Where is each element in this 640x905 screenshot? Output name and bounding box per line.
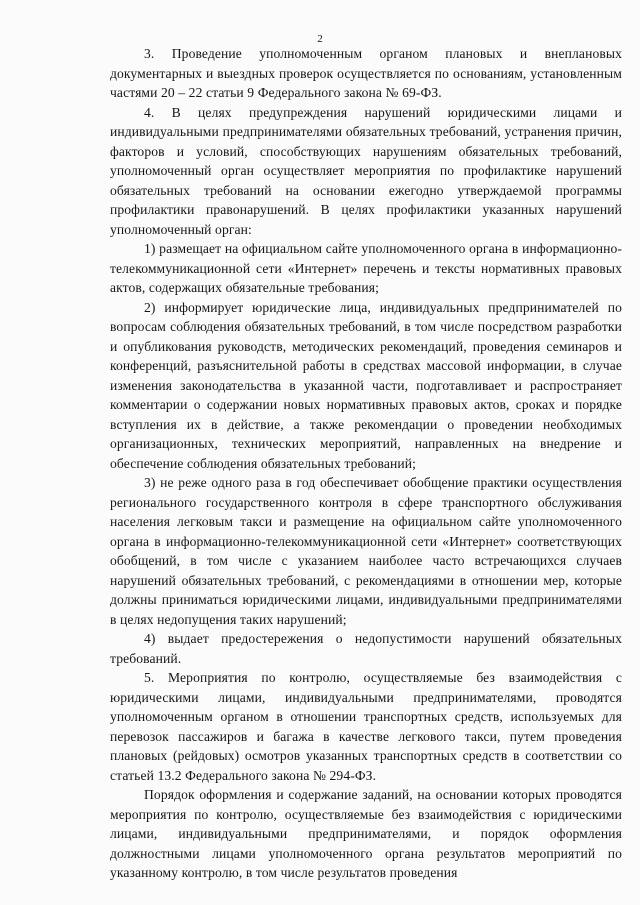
subitem-3: 3) не реже одного раза в год обеспечивает обобщение практики осуществления регионального государственного контроля в сфере транспортного обслуживания населения легковым такси и размещение на официальном сайте уполномоченного органа в информационно-телекоммуникационной сети «Интернет» соответствующих обобщений, в том числе с указанием наиболее часто встречающихся случаев нарушений обязательных требований, с рекомендациями в отношении мер, которые должны приниматься юридическими лицами, индивидуальными предпринимателями в целях недопущения таких нарушений; (110, 475, 622, 627)
subitem-1: 1) размещает на официальном сайте уполномоченного органа в информационно-телекоммуникационной сети «Интернет» перечень и тексты нормативных правовых актов, содержащих обязательные требования; (110, 241, 622, 295)
subitem-2: 2) информирует юридические лица, индивидуальных предпринимателей по вопросам соблюдения обязательных требований, в том числе посредством разработки и опубликования руководств, методических рекомендаций, проведения семинаров и конференций, разъяснительной работы в средствах массовой информации, в случае изменения законодательства в указанной части, подготавливает и распространяет комментарии о содержании новых нормативных правовых актов, сроках и порядке вступления их в действие, а также рекомендации о проведении необходимых организационных, технических мероприятий, направленных на внедрение и обеспечение соблюдения обязательных требований; (110, 299, 622, 471)
page-number: 2 (317, 33, 323, 45)
subitem-4: 4) выдает предостережения о недопустимости нарушений обязательных требований. (110, 631, 622, 666)
paragraph-item-3: 3. Проведение уполномоченным органом плановых и внеплановых документарных и выездных проверок осуществляется по основаниям, установленным частями 20 – 22 статьи 9 Федерального закона № 69-ФЗ. (110, 46, 622, 100)
paragraph-item-5: 5. Мероприятия по контролю, осуществляемые без взаимодействия с юридическими лицами, индивидуальными предпринимателями, проводятся уполномоченным органом в отношении транспортных средств, используемых для перевозок пассажиров и багажа в качестве легкового такси, путем проведения плановых (рейдовых) осмотров указанных транспортных средств в соответствии со статьей 13.2 Федерального закона № 294-ФЗ. (110, 670, 622, 783)
paragraph-procedure: Порядок оформления и содержание заданий, на основании которых проводятся мероприятия по контролю, осуществляемые без взаимодействия с юридическими лицами, индивидуальными предпринимателями, и порядок оформления должностными лицами уполномоченного органа результатов мероприятий по указанному контролю, в том числе результатов проведения (110, 787, 622, 880)
paragraph-item-4: 4. В целях предупреждения нарушений юридическими лицами и индивидуальными предпринимателями обязательных требований, устранения причин, факторов и условий, способствующих нарушениям обязательных требований, уполномоченный орган осуществляет мероприятия по профилактике нарушений обязательных требований на основании ежегодно утверждаемой программы профилактики правонарушений. В целях профилактики указанных нарушений уполномоченный орган: (110, 104, 622, 237)
document-body (110, 44, 622, 883)
